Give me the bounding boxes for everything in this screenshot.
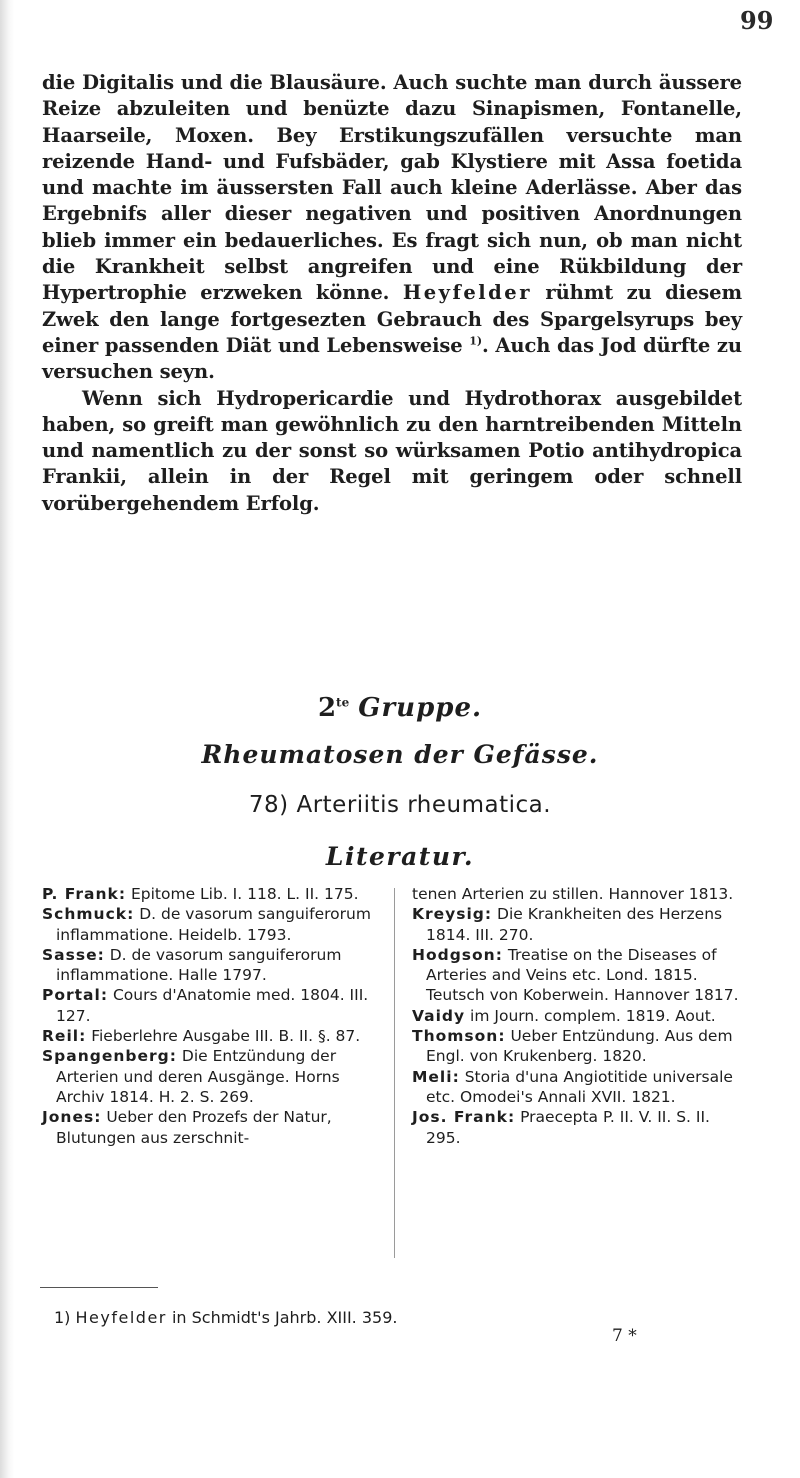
references-right-column [412,884,747,1148]
group-ordinal: $2^{te}$ [317,693,350,723]
reference-text: Cours d'Anatomie med. 1804. III. 127. [56,986,369,1025]
reference-text: Fieberlehre Ausgabe III. B. II. §. 87. [86,1027,361,1046]
literature-title: Literatur. [325,842,475,871]
footnote-marker: 1) [54,1308,71,1327]
reference-author: Meli: [412,1067,460,1086]
reference-author: Kreysig: [412,905,493,924]
reference-entry [412,884,747,904]
footnote-author: Heyfelder [75,1308,167,1327]
reference-author: Schmuck: [42,905,135,924]
reference-author: Jos. Frank: [412,1108,516,1127]
reference-entry [42,904,382,945]
reference-entry [412,1107,747,1148]
reference-author: P. Frank: [42,885,127,903]
reference-entry [42,884,382,904]
reference-author: Hodgson: [412,945,503,964]
footnote [54,1308,397,1327]
section-title: Rheumatosen der Gefässe. [201,740,599,769]
reference-text: Epitome Lib. I. 118. L. II. 175. [126,885,359,903]
reference-entry [42,1046,382,1107]
reference-entry [42,945,382,986]
reference-entry [412,1026,747,1067]
paragraph-text: rühmt zu diesem Zwek den lange fortgesezten Gebrauch des Spargelsyrups bey einer passenden Diät und Lebensweise [42,281,742,357]
spaced-name: Heyfelder [402,281,532,305]
signature-mark: 7 * [612,1326,637,1346]
reference-author: Portal: [42,986,109,1005]
reference-text: D. de vasorum sanguiferorum inflammatione. Heidelb. 1793. [56,905,371,944]
paragraph-text: . Auch das Jod dürfte zu versuchen seyn. [42,333,742,384]
footnote-text: in Schmidt's Jahrb. XIII. 359. [166,1308,398,1327]
reference-text: Ueber den Prozefs der Natur, Blutungen aus zerschnit- [56,1108,332,1147]
reference-text: Praecepta P. II. V. II. S. II. 295. [426,1108,710,1147]
reference-text: im Journ. complem. 1819. Aout. [465,1006,716,1025]
group-heading [0,693,800,723]
reference-author: Thomson: [412,1027,506,1046]
reference-text: Treatise on the Diseases of Arteries and Veins etc. Lond. 1815. Teutsch von Koberwein. Hannover 1817. [426,945,739,1005]
reference-text: Storia d'una Angiotitide universale etc. Omodei's Annali XVII. 1821. [426,1067,733,1106]
page-number: 99 [740,6,774,35]
reference-author: Reil: [42,1027,87,1046]
reference-text: Die Krankheiten des Herzens 1814. III. 270. [426,905,723,944]
reference-entry [42,1026,382,1046]
reference-entry [412,1067,747,1108]
reference-entry [412,945,747,1006]
reference-text: D. de vasorum sanguiferorum inflammatione. Halle 1797. [56,945,342,985]
page-edge-shadow [0,0,14,1478]
group-word: Gruppe. [358,693,483,723]
reference-author: Vaidy [412,1006,466,1025]
paragraph [42,70,742,386]
reference-text: Ueber Entzündung. Aus dem Engl. von Krukenberg. 1820. [426,1027,733,1066]
reference-entry [412,1006,747,1026]
paragraph-text: Wenn sich Hydropericardie und Hydrothorax ausgebildet haben, so greift man gewöhnlich zu den harntreibenden Mitteln und namentlich zu der sonst so würksamen Potio antihydropica Frankii, allein in der Regel mit geringem oder schnell vorübergehendem Erfolg. [42,386,742,515]
paragraph-text: die Digitalis und die Blausäure. Auch suchte man durch äussere Reize abzuleiten und benüzte dazu Sinapismen, Fontanelle, Haarseile, Moxen. Bey Erstikungszufällen versuchte man reizende Hand- und Fufsbäder, gab Klystiere mit Assa foetida und machte im äussersten Fall auch kleine Aderlässe. Aber das Ergebnifs aller dieser negativen und positiven Anordnungen blieb immer ein bedauerliches. Es fragt sich nun, ob man nicht die Krankheit selbst angreifen und eine Rükbildung der Hypertrophie erzweken könne. [42,71,742,305]
reference-author: Jones: [42,1108,102,1127]
disease-title: 78) Arteriitis rheumatica. [248,792,552,818]
reference-text: tenen Arterien zu stillen. Hannover 1813. [412,885,734,903]
references-left-column [42,884,382,1148]
reference-author: Spangenberg: [42,1047,177,1066]
column-divider [394,888,395,1258]
footnote-ref: 1) [469,334,482,348]
paragraph [42,386,742,517]
reference-entry [42,985,382,1026]
main-body-text [42,70,742,517]
reference-author: Sasse: [42,945,105,964]
reference-text: Die Entzündung der Arterien und deren Ausgänge. Horns Archiv 1814. H. 2. S. 269. [56,1047,340,1106]
footnote-rule [40,1287,158,1288]
reference-entry [42,1107,382,1148]
reference-entry [412,904,747,945]
